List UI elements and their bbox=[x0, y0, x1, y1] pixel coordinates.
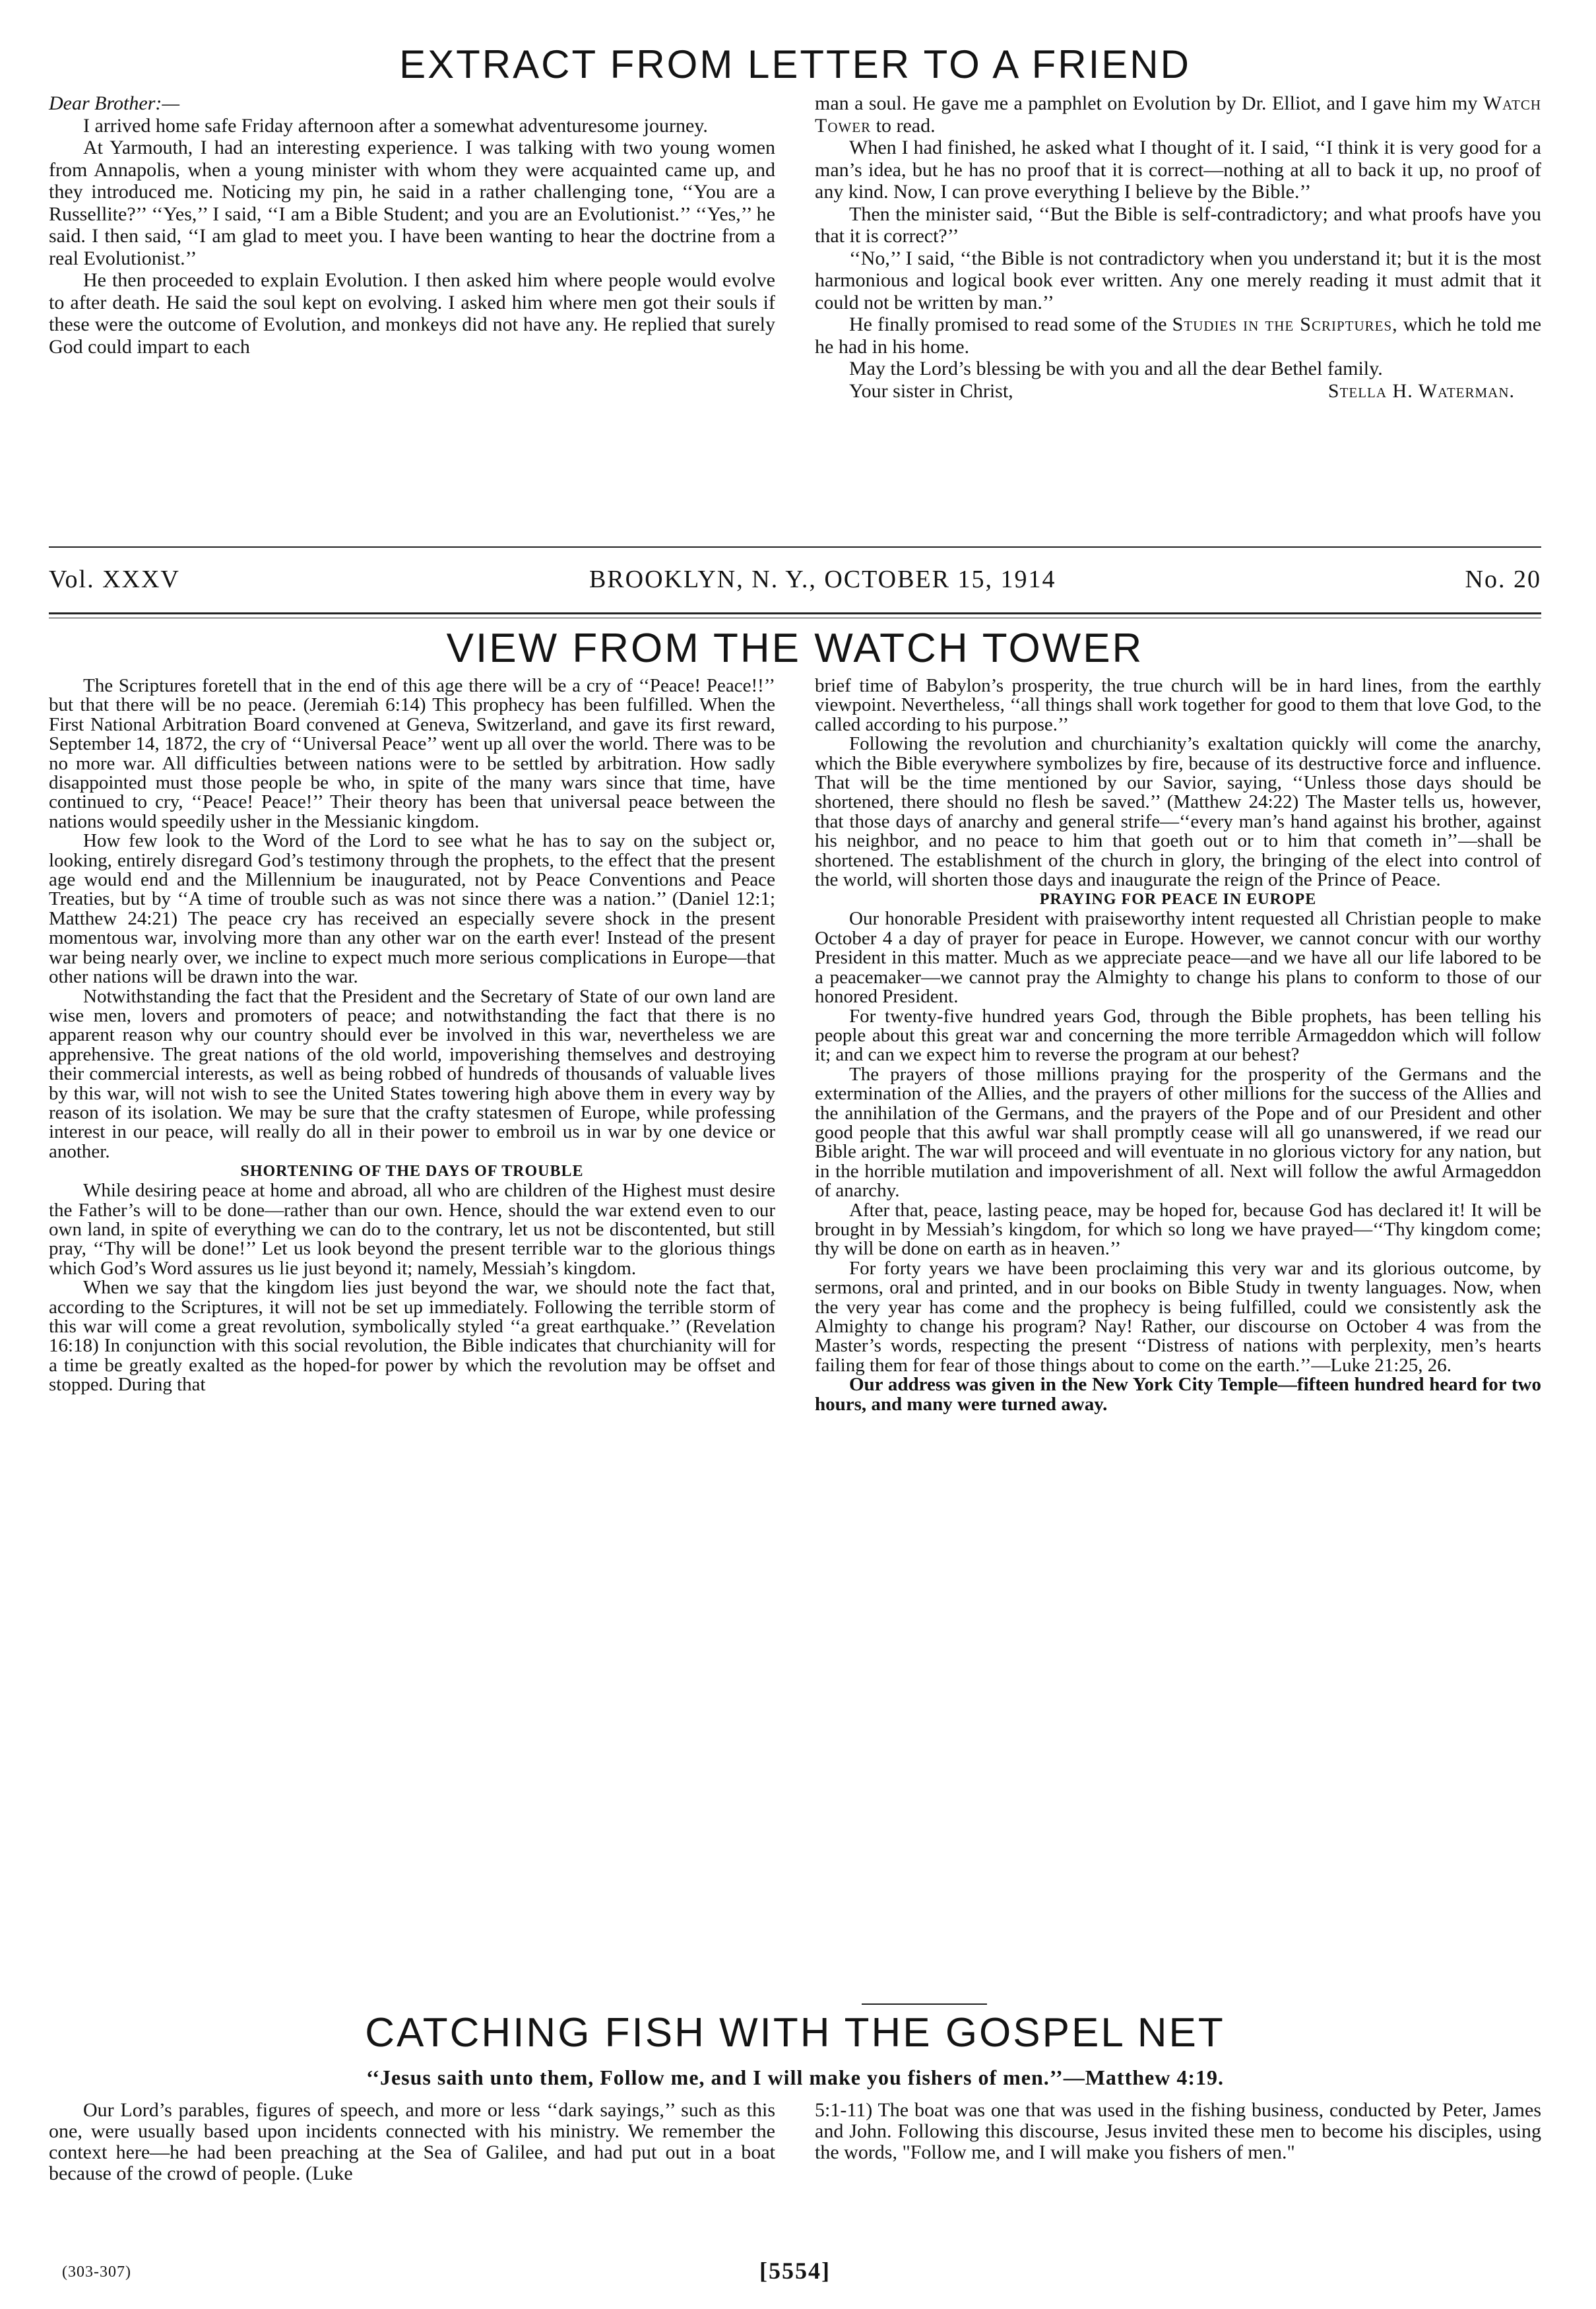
article-paragraph: 5:1-11) The boat was one that was used in the fishing business, conducted by Peter, James and John. Following this discourse, Jesus invited these men to become his disciples, using the words, "Follow me, and I will make you fishers of men." bbox=[815, 2099, 1541, 2163]
letter-salutation: Dear Brother:— bbox=[49, 92, 180, 114]
watch-tower-column-2 bbox=[815, 676, 1541, 1414]
gospel-net-body bbox=[49, 2100, 1541, 2184]
article-paragraph: Our address was given in the New York City Temple—fifteen hundred heard for two hours, and many were turned away. bbox=[815, 1374, 1541, 1415]
subheading-praying: PRAYING FOR PEACE IN EUROPE bbox=[1039, 891, 1317, 909]
letter-paragraph: ‘‘No,’’ I said, ‘‘the Bible is not contradictory when you understand it; but it is the most harmonious and logical book ever written. Any one merely reading it must admit that it could not be written by man.’’ bbox=[815, 247, 1541, 313]
article-paragraph: Our Lord’s parables, figures of speech, and more or less ‘‘dark sayings,’’ such as this one, were usually based upon incidents connected with his ministry. We remember the context here—he had been preaching at the Sea of Galilee, and had put out in a boat because of the crowd of people. (Luke bbox=[49, 2099, 775, 2184]
volume-label: Vol. XXXV bbox=[49, 566, 180, 593]
letter-paragraph: At Yarmouth, I had an interesting experience. I was talking with two young women from Annapolis, when a young minister with whom they were acquainted came up, and they introduced me. Noticing my pin, he said in a rather challenging tone, ‘‘You are a Russellite?’’ ‘‘Yes,’’ I said, ‘‘I am a Bible Student; and you are an Evolutionist.’’ ‘‘Yes,’’ he said. I then said, ‘‘I am glad to meet you. I have been wanting to hear the doctrine from a real Evolutionist.’’ bbox=[49, 137, 775, 269]
masthead-rule-bottom bbox=[49, 612, 1541, 614]
letter-paragraph: Then the minister said, ‘‘But the Bible is self-contradictory; and what proofs have you that it is correct?’’ bbox=[815, 203, 1541, 247]
article-paragraph: The prayers of those millions praying for the prosperity of the Germans and the extermination of the Allies, and the prayers of other millions for the success of the Allies and the annihilation of the Germans, and the prayers of the Pope and of our President and other good people that this awful war shall promptly cease will all go unanswered, if we read our Bible aright. The war will proceed and will eventuate in no glorious victory for any nation, but in the horrible mutilation and impoverishment of all. Next will follow the awful Armageddon of anarchy. bbox=[815, 1063, 1541, 1202]
issue-number: No. 20 bbox=[1465, 566, 1541, 593]
masthead bbox=[49, 560, 1541, 599]
gospel-net-subtitle: ‘‘Jesus saith unto them, Follow me, and I will make you fishers of men.’’—Matthew 4:19. bbox=[366, 2065, 1224, 2089]
letter-column-2 bbox=[815, 92, 1541, 402]
watch-tower-column-1 bbox=[49, 676, 775, 1414]
watch-tower-body bbox=[49, 676, 1541, 1414]
gospel-net-column-1 bbox=[49, 2100, 775, 2184]
article-paragraph: How few look to the Word of the Lord to see what he has to say on the subject or, looking, entirely disregard God’s testimony through the prophets, to the effect that the present age would end and the Millennium be inaugurated, not by Peace Conventions and Peace Treaties, but by ‘‘A time of trouble such as was not since there was a nation.’’ (Daniel 12:1; Matthew 24:21) The peace cry has received an especially severe shock in the present momentous war, involving more than any other war on the earth ever! Instead of the present war being nearly over, we incline to expect much more serious complications in Europe—that other nations will be drawn into the war. bbox=[49, 830, 775, 988]
newspaper-page bbox=[49, 26, 1541, 2283]
page-range: (303-307) bbox=[62, 2263, 131, 2281]
letter-paragraph: He then proceeded to explain Evolution. I then asked him where people would evolve to after death. He said the soul kept on evolving. I asked him where men got their souls if these were the outcome of Evolution, and monkeys did not have any. He replied that surely God could impart to each bbox=[49, 269, 775, 358]
page-number: [5554] bbox=[759, 2258, 831, 2284]
letter-closing: Your sister in Christ, bbox=[849, 379, 1013, 402]
subheading-shortening: SHORTENING OF THE DAYS OF TROUBLE bbox=[240, 1163, 584, 1181]
article-paragraph: The Scriptures foretell that in the end of this age there will be a cry of ‘‘Peace! Peace!!’’ but that there will be no peace. (Jeremiah 6:14) This prophecy has been fulfilled. When the First National Arbitration Board convened at Geneva, Switzerland, and gave its first reward, September 14, 1872, the cry of ‘‘Universal Peace’’ went up all over the world. There was to be no more war. All difficulties between nations were to be settled by arbitration. How sadly disappointed must those people be who, in spite of the many wars since that time, have continued to cry, ‘‘Peace! Peace!’’ Their theory has been that universal peace between the nations would speedily usher in the Messianic kingdom. bbox=[49, 675, 775, 832]
letter-body bbox=[49, 92, 1541, 402]
letter-paragraph: I arrived home safe Friday afternoon after a somewhat adventuresome journey. bbox=[83, 114, 708, 137]
article-paragraph: After that, peace, lasting peace, may be hoped for, because God has declared it! It will be brought in by Messiah’s kingdom, for which so long we have prayed—‘‘Thy kingdom come; thy will be done on earth as in heaven.’’ bbox=[815, 1199, 1541, 1260]
letter-paragraph: When I had finished, he asked what I thought of it. I said, ‘‘I think it is very good for a man’s idea, but he has no proof that it is correct—nothing at all to back it up, no proof of any kind. Now, I can prove everything I believe by the Bible.’’ bbox=[815, 137, 1541, 203]
letter-paragraph: May the Lord’s blessing be with you and all the dear Bethel family. bbox=[849, 358, 1383, 379]
article-paragraph: Our honorable President with praiseworthy intent requested all Christian people to make October 4 a day of prayer for peace in Europe. However, we cannot concur with our worthy President in this matter. Much as we appreciate peace—and we have all our life labored to be a peacemaker—we cannot pray the Almighty to change his plans to conform to those of our honored President. bbox=[815, 908, 1541, 1008]
letter-paragraph: He finally promised to read some of the Studies in the Scriptures, which he told me he had in his home. bbox=[815, 313, 1542, 358]
article-paragraph: brief time of Babylon’s prosperity, the true church will be in hard lines, from the earthly viewpoint. Nevertheless, ‘‘all things shall work together for good to them that love God, to the called according to his purpose.’’ bbox=[815, 675, 1541, 735]
gospel-net-title: CATCHING FISH WITH THE GOSPEL NET bbox=[365, 2010, 1225, 2056]
section-divider bbox=[862, 2003, 987, 2005]
masthead-rule-top bbox=[49, 546, 1541, 548]
letter-column-1 bbox=[49, 92, 775, 402]
article-paragraph: For forty years we have been proclaiming this very war and its glorious outcome, by sermons, oral and printed, and in our books on Bible Study in twenty languages. Now, when the very year has come and the prophecy is being fulfilled, could we consistently ask the Almighty to change his program? Nay! Rather, our discourse on October 4 was from the Master’s words, respecting the present ‘‘Distress of nations with perplexity, men’s hearts failing them for fear of those things about to come on the earth.’’—Luke 21:25, 26. bbox=[815, 1257, 1541, 1376]
letter-signature: Stella H. Waterman. bbox=[1327, 379, 1515, 402]
article-paragraph: When we say that the kingdom lies just beyond the war, we should note the fact that, according to the Scriptures, it will not be set up immediately. Following the terrible storm of this war will come a great revolution, symbolically styled ‘‘a great earthquake.’’ (Revelation 16:18) In conjunction with this social revolution, the Bible indicates that churchianity will for a time be greatly exalted as the hoped-for power by which the revolution may be offset and stopped. During that bbox=[49, 1277, 775, 1396]
article-paragraph: Following the revolution and churchianity’s exaltation quickly will come the anarchy, which the Bible everywhere symbolizes by fire, because of its destructive force and influence. That will be the time mentioned by our Savior, saying, ‘‘Unless those days should be shortened, there should no flesh be saved.’’ (Matthew 24:22) The Master tells us, however, that those days of anarchy and general strife—‘‘every man’s hand against his brother, against his neighbor, and no peace to him that goeth out or to him that cometh in’’—shall be shortened. The establishment of the church in glory, the bringing of the elect into control of the world, will shorten those days and inaugurate the reign of the Prince of Peace. bbox=[815, 733, 1541, 891]
letter-title: EXTRACT FROM LETTER TO A FRIEND bbox=[399, 42, 1191, 86]
article-paragraph: While desiring peace at home and abroad, all who are children of the Highest must desire the Father’s will to be done—rather than our own. Hence, should the war extend even to our own land, in spite of everything we can do to the contrary, let us not be discontented, but still pray, ‘‘Thy will be done!’’ Let us look beyond the present terrible war to the glorious things which God’s Word assures us lie just beyond it; namely, Messiah’s kingdom. bbox=[49, 1180, 775, 1279]
gospel-net-column-2 bbox=[815, 2100, 1541, 2184]
article-paragraph: For twenty-five hundred years God, through the Bible prophets, has been telling his people about this great war and concerning the more terrible Armageddon which will follow it; and can we expect him to reverse the program at our behest? bbox=[815, 1005, 1541, 1066]
letter-signoff bbox=[815, 380, 1541, 403]
letter-paragraph: man a soul. He gave me a pamphlet on Evolution by Dr. Elliot, and I gave him my Watch Tower to read. bbox=[815, 92, 1542, 137]
issue-place-date: BROOKLYN, N. Y., OCTOBER 15, 1914 bbox=[589, 566, 1056, 593]
article-paragraph: Notwithstanding the fact that the President and the Secretary of State of our own land are wise men, lovers and promoters of peace; and notwithstanding the fact that there is no apparent reason why our country should ever be involved in this war, nevertheless we are apprehensive. The great nations of the old world, impoverishing themselves and destroying their commercial interests, as well as being robbed of hundreds of thousands of valuable lives by this war, will not wish to see the United States towering high above them in every way by reason of its isolation. We may be sure that the crafty statesmen of Europe, while professing interest in our peace, will really do all in their power to embroil us in war by one device or another. bbox=[49, 985, 775, 1162]
watch-tower-title: VIEW FROM THE WATCH TOWER bbox=[446, 626, 1144, 671]
